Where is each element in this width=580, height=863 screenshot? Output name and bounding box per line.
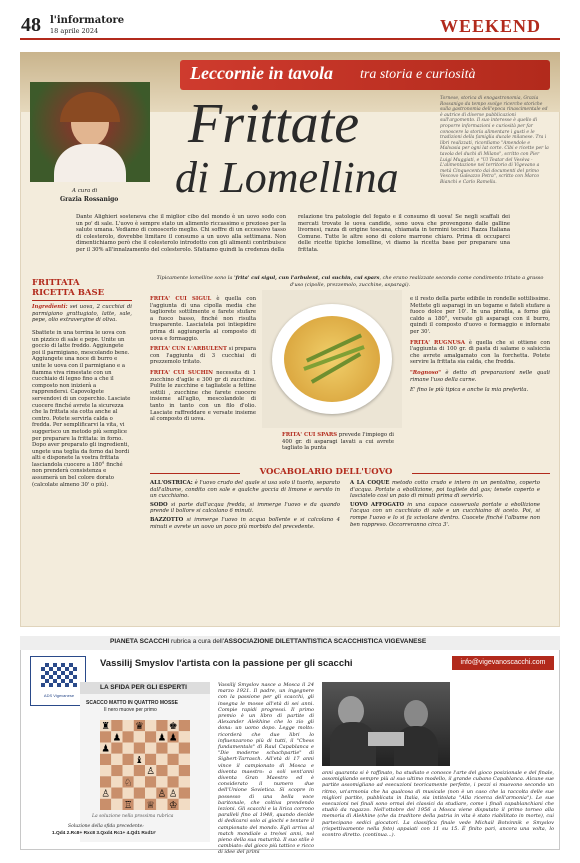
vocab-title: VOCABOLARIO DELL'UOVO: [259, 467, 393, 477]
typical-c: , che erano realizzate secondo come condimento tritato a grasso d'uso (cipolle, prezzemolo, zucchine, asparagi).: [289, 275, 544, 288]
vocab-ostrica-t: è l'uovo crudo del quale si usa solo il tuorlo, separato dall'albume, condito con sale e qualche goccia di limone e servito in un cucchiaino.: [150, 480, 340, 500]
scacchi-logo-text: ADS Vigevanese: [43, 693, 75, 698]
chess-piece: [101, 789, 110, 800]
prec-solution: 1.Qd4 2.Rc8+ Rxc8 3.Qxd4 Rc1+ 4.Qd1 Rxd1#: [52, 831, 156, 836]
board-square: [156, 720, 167, 731]
board-square: [145, 776, 156, 787]
board-square: [156, 743, 167, 754]
chess-piece: [135, 721, 144, 732]
board-square: [134, 743, 145, 754]
intro-col1: Dante Alighieri sosteneva che il miglior cibo del mondo è un uovo sodo con un po' di sale. L'uovo è sempre stato un alimento riccassimo e prezioso per la salute umana. Vediamo di conoscerlo meglio. Chi soffre di un eccessivo tasso di colesterolo, dovrebbe limitare il consumo a un uovo alla settimana. Non dimentichiamo però che il colesterolo introdotto con gli alimenti contribuisce per il 30% all'innalzamento del colesterolo. Sfatiamo quindi la credenza della: [76, 214, 286, 253]
board-square: [100, 799, 111, 810]
board-square: [123, 720, 134, 731]
recipe-title: [32, 278, 104, 298]
muove-text: Il nero muove per primo: [104, 707, 157, 713]
board-square: [123, 731, 134, 742]
vocab-bazzotto: [150, 517, 340, 530]
board-square: [134, 765, 145, 776]
article-title-line2: di Lomellina: [175, 153, 399, 202]
vocab-rule-right: [412, 473, 550, 474]
board-square: [145, 754, 156, 765]
intro-col2: relazione tra patologie del fegato e il consumo di uova! Se negli scaffali dei mercati trovate le uova candide, sono uova che provengono dalle galline livornesi, razza di origine toscana, chiamata in termini tecnici Razza Italiana Comune. Tutte le altre sono di colore marrone chiaro. Prima di occuparci delle ricette tipiche lomelline, vi diamo la ricetta base per preparare una frittata.: [298, 214, 510, 253]
ingredients-text: sei uova, 2 cucchiai di parmigiano grattugiato, latte, sale, pepe, olio extravergine di oliva.: [32, 304, 132, 324]
board-square: [145, 731, 156, 742]
board-square: [123, 765, 134, 776]
board-square: [168, 743, 179, 754]
recipe-ingredients: [32, 304, 132, 324]
scacchi-assoc: ASSOCIAZIONE DILETTANTISTICA SCACCHISTICA VIGEVANESE: [223, 638, 427, 645]
board-square: [179, 765, 190, 776]
chess-piece: [158, 789, 167, 800]
matto-text: SCACCO MATTO IN QUATTRO MOSSE: [86, 700, 178, 706]
board-square: [123, 788, 134, 799]
scacchi-col2: anni quaranta si è raffinato, ha studiato e conosce l'arte del gioco posizionale e del finale, assomigliando sempre più al suo ultimo modello, il grande cubano Capablanca. Alcune sue partite assomigliano ad esecuzioni teoricamente perfette, i pezzi si muovono secondo un ritmo, un'armonia che ha qualcosa di musicale (non è un caso che la raccolta delle sue migliori partite, pubblicata in Italia, sia intitolata "Alla ricerca dell'armonia"). Le sue esecuzioni nei finali sono ormai dei classici da studiare, come i finali capablanchiani che studiò da ragazzo. Nell'ottobre del 1956 a Mosca viene disputato il primo torneo alla memoria di Alekhine (che da traditore della patria in vita è stato riabilitato in morte), cui partecipano sedici giocatori. La classifica finale vede Michail Botvinnik e Smyslov (rispettivamente nella foto) appaiati con 11 su 15. È finito pari, ancora una volta, lo scontro diretto. (continua...).: [322, 770, 554, 839]
board-square: [111, 720, 122, 731]
vocab-rule-left: [150, 473, 240, 474]
scacchi-col1: Vassilij Smyslov nasce a Mosca il 24 marzo 1921. Il padre, un ingegnere con la passione per gli scacchi, gli insegna le mosse all'età di sei anni. Compie rapidi progressi. Il primo premio è un libro di partite di Alexander Alekhine che lo zio gli dona: un uomo dopo. Legge molto: ricorderà che due libri lo influenzarono più di tutti, il "Chess fundamentals" di Raul Capablanca e "Die moderne schachpartie" di Sigbert-Tarrasch. All'età di 17 anni vince il campionato di Mosca e diventa maestro: a soli vent'anni diventa Gran Maestro ed è considerato il numero due dell'Unione Sovietica. Si scopre in possesso di una bella voce baritonale, che coltiva prendendo lezioni. Gli scacchi e la lirica corrono paralleli fino al 1948, quando decide di dedicarsi solo ai giochi e tentare il campionato del mondo. Egli arriva al match mondiale a tre/sei anni, nel pieno della sua maturità. Il suo stile è cambiato: dal gioco più tattico e ricco di idee del primi: [218, 682, 314, 856]
smyslov-photo: [322, 682, 450, 766]
rognoso-text: è detto di preparazioni nelle quali rimane l'uso della carne.: [410, 369, 550, 383]
board-square: [179, 754, 190, 765]
page-number: 48: [21, 14, 41, 36]
vocab-coque-h: A LA COQUE: [350, 480, 390, 486]
board-square: [100, 765, 111, 776]
frita-rugnusa-heading: FRITA' RUGNUSA: [410, 339, 465, 346]
section-title: WEEKEND: [440, 16, 542, 36]
board-square: [156, 776, 167, 787]
frita-sigul-heading: FRITA' CUI SIGUL: [150, 296, 212, 302]
right-column: [410, 296, 550, 394]
chess-piece: [124, 777, 133, 788]
recipe-title-2: RICETTA BASE: [32, 288, 105, 298]
chess-piece: [158, 732, 167, 743]
asparagi-continued: e il resto della parte edibile in rondelle sottilissime. Mettete gli asparagi in un tegame e fateli stufare a fuoco dolce per 10'. In una pirofila, a forno già caldo a 180°, versate gli asparagi con il burro, quindi il composto d'uovo e formaggio e infornate per 30'.: [410, 296, 550, 335]
board-square: [123, 743, 134, 754]
vocab-affogato-h: UOVO AFFOGATO: [350, 501, 405, 508]
vocab-ostrica: [150, 480, 340, 500]
board-square: [156, 765, 167, 776]
author-bio: Tornese, storica di enogastronomia, Grazia Rossanigo da tempo svolge ricerche storiche sulla gastronomia dell'epoca rinascimentale ed è autrice di diverse pubblicazioni sull'argomento. Il suo interesse è quello di proporre informazioni e curiosità per far conoscere la storia alimentare i gusti e le tradizioni della famiglia ducale milanese. Tra i libri realizzati, ricordiamo "Amendole e Malvasia per ogni lat corte. Cibi e ricette per la tavola del duchi di Milano", scritto con Pier Luigi Muggiati, e "Ul Teatar del Vesèva - L'alimentazione nel territorio di Vigevano a metà Cinquecento dai documenti del primo Vescovo Galeazzo Petra", scritto con Marco Bianchi e Carlo Ramella.: [440, 96, 549, 185]
board-square: [134, 776, 145, 787]
frita-arbulent-text: si prepara con l'aggiunta di 3 cucchiai di prezzemolo tritato.: [150, 346, 256, 366]
board-square: [134, 731, 145, 742]
board-square: [179, 720, 190, 731]
scacchi-header: [110, 638, 426, 645]
typical-b: 'frita' cui sigul, cun l'arbulent, cui suchin, cui spars: [234, 275, 380, 281]
vocab-ostrica-h: ALL'OSTRICA:: [150, 480, 193, 486]
vocab-coque: [350, 480, 540, 500]
vocab-sodo-t: si parte dall'acqua fredda, si immerge l'uovo e da quando prende il bollore si calcolano 6 minuti.: [150, 501, 340, 515]
banner-text-a: Leccornie in tavola: [190, 63, 333, 83]
board-square: [145, 720, 156, 731]
sfida-title: LA SFIDA PER GLI ESPERTI: [100, 684, 187, 691]
frita-sigul-text: è quella con l'aggiunta di una cipolla media che tagliorete sottilmente e farete stufare a fuoco basso, finché non risulta trasparente. Lasciatela poi intiepidire prima di aggiungerla al composto di uova e formaggio.: [150, 296, 256, 342]
board-square: [111, 776, 122, 787]
frita-rugnusa-text: è quella che si ottiene con l'aggiunta di 100 gr. di pasta di salame o salsiccia che avrete amalgamato con la forchetta. Potete servire la frittata sia calda, che fredda.: [410, 339, 550, 366]
board-square: [145, 743, 156, 754]
board-square: [123, 754, 134, 765]
board-square: [100, 731, 111, 742]
frita-suchin: [150, 370, 256, 423]
board-square: [134, 799, 145, 810]
typical-intro: [150, 275, 550, 288]
frita-spars: [282, 432, 394, 452]
chess-piece: [135, 755, 144, 766]
frita-spars-text: prevede l'impiego di 400 gr. di asparagi lavati a cui avrete tagliato la punta: [282, 432, 394, 452]
vocab-coque-t: metodo cotto crudo e intero in un pentolino, coperto d'acqua. Portate a ebollizione, poi togliete dal gas; tenete coperto e lasciatelo così un paio di minuti prima di servirlo.: [350, 480, 540, 500]
chess-piece: [124, 800, 133, 810]
board-square: [111, 788, 122, 799]
newspaper-name: l'informatore: [50, 15, 125, 26]
scacchi-email[interactable]: info@vigevanoscacchi.com: [452, 656, 554, 670]
author-cura: A cura di: [72, 188, 98, 194]
banner-text-b: tra storia e curiosità: [360, 67, 476, 82]
vocab-affogato-t: in una capace casseruola portate a ebollizione l'acqua con un cucchiaio di sale e un cucchiaino di aceto. Poi, si rompe l'uovo e lo si fa scivolare dentro. Cuocete finché l'albume non ben rappreso. Occorreranno circa 3'.: [350, 501, 540, 528]
board-square: [179, 776, 190, 787]
recipe-rule: [32, 300, 132, 301]
board-square: [179, 799, 190, 810]
vocab-bazzotto-t: si immerge l'uovo in acqua bollente e si calcolano 4 minuti e avrete un uovo un poco più morbido del precedente.: [150, 516, 340, 530]
frita-rugnusa: [410, 340, 550, 366]
frita-arbulent: [150, 346, 256, 366]
board-square: [168, 754, 179, 765]
board-square: [100, 776, 111, 787]
frita-arbulent-heading: FRITA' CUN L'ARBULENT: [150, 346, 227, 353]
board-square: [145, 788, 156, 799]
rognoso-label: "Rognoso": [410, 369, 442, 376]
chess-piece: [169, 800, 178, 810]
soluzione-note: La soluzione nella prossima rubrica: [92, 814, 174, 819]
issue-date: 18 aprile 2024: [50, 27, 99, 35]
vocab-left: [150, 480, 340, 530]
favorite-note: E' fino le più tipica e anche la mia preferita.: [410, 387, 529, 394]
vocab-affogato: [350, 502, 540, 528]
board-square: [100, 754, 111, 765]
scacchi-rubric: rubrica a cura dell': [169, 638, 224, 645]
mid-column: [150, 296, 256, 423]
board-square: [111, 754, 122, 765]
board-square: [156, 754, 167, 765]
board-square: [179, 731, 190, 742]
chess-piece: [101, 721, 110, 732]
scacchi-headline: Vassilij Smyslov l'artista con la passione per gli scacchi: [100, 658, 353, 669]
chessboard: [100, 720, 190, 810]
board-square: [156, 799, 167, 810]
board-square: [179, 743, 190, 754]
scacchi-title: PIANETA SCACCHI: [110, 638, 170, 645]
author-name: Grazia Rossanigo: [60, 196, 119, 203]
frita-suchin-text: necessita di 1 zucchino d'agile e 300 gr di zucchine. Pulite le zucchine e tagliatele a fettine sottili , zucchine che farete cuocere insieme all'aglio, mescolandole di tanto in tanto con un filo d'olio. Lasciate raffreddare e versate insieme al composto di uova.: [150, 369, 256, 423]
vocab-bazzotto-h: BAZZOTTO: [150, 516, 184, 523]
chess-piece: [146, 800, 155, 810]
prec-label: Soluzione della sfida precedente:: [68, 824, 144, 829]
chess-piece: [169, 721, 178, 732]
frittata-photo: [262, 290, 402, 428]
rognoso-note: [410, 370, 550, 383]
board-square: [168, 765, 179, 776]
frita-suchin-heading: FRITA' CUI SUCHIN: [150, 369, 213, 376]
board-square: [111, 743, 122, 754]
board-square: [134, 788, 145, 799]
recipe-title-1: FRITTATA: [32, 278, 80, 288]
typical-a: Tipicamente lomelline sono la: [156, 275, 235, 281]
board-square: [168, 776, 179, 787]
chess-piece: [146, 766, 155, 777]
chess-piece: [113, 732, 122, 743]
chess-piece: [169, 789, 178, 800]
header-rule: [20, 38, 560, 40]
ingredients-label: Ingredienti:: [32, 304, 68, 310]
chess-piece: [169, 732, 178, 743]
board-square: [111, 799, 122, 810]
chess-piece: [101, 744, 110, 755]
board-square: [111, 765, 122, 776]
vocab-right: [350, 480, 540, 528]
frita-spars-heading: FRITA' CUI SPARS: [282, 432, 338, 438]
frita-sigul: [150, 296, 256, 342]
board-square: [179, 788, 190, 799]
vocab-sodo-h: SODO: [150, 501, 168, 508]
vocab-sodo: [150, 502, 340, 515]
recipe-body: Sbattete in una terrina le uova con un pizzico di sale e pepe. Unite un goccio di latte freddo. Aggiungete poi il parmigiano, mescolando bene. Aggiungete una noce di burro e unite le uova con il parmigiano e a fiamma viva rimestate con un cucchiaio di legno fino a che il composto non inizierà a rapprendersi. Capovolgete servendovi di un coperchio. Lasciate cuocere finché avrete la sicurezza che la frittata sia cotta anche al centro. Potete servirla calda o fredda. Per semplificarvi la vita, vi suggerisco un metodo più semplice per preparare la frittata: in forno. Dopo aver preparato gli ingredienti, ungete una teglia da forno dai bordi alti e disponete la vostra frittata lasciandola cuocere a 180° finché non prenderà consistenza e assumerà un bel colore dorato (calcolate almeno 30' o più).: [32, 330, 131, 488]
author-photo: [30, 82, 150, 182]
article-title-line1: Frittate: [188, 93, 360, 155]
scacchi-logo: [30, 656, 86, 706]
